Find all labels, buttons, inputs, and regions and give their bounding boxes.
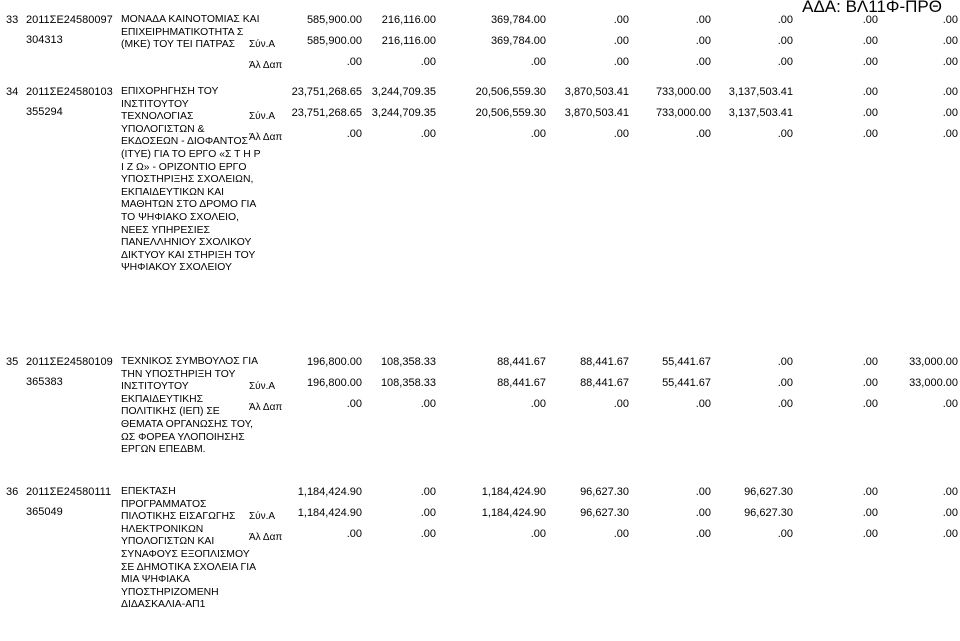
row-code: 2011ΣΕ24580103 — [26, 86, 113, 98]
amount-syn: .00 — [695, 507, 711, 519]
amount-al: .00 — [942, 128, 958, 140]
row-sub-code: 365049 — [26, 506, 63, 518]
amount-total: 733,000.00 — [655, 86, 711, 98]
amount-total: .00 — [695, 14, 711, 26]
amount-al: .00 — [346, 56, 362, 68]
row-description: ΜΟΝΑΔΑ ΚΑΙΝΟΤΟΜΙΑΣ ΚΑΙ ΕΠΙΧΕΙΡΗΜΑΤΙΚΟΤΗΤΑ Σ (ΜΚΕ) ΤΟΥ ΤΕΙ ΠΑΤΡΑΣ — [121, 14, 260, 51]
row-index: 36 — [6, 486, 19, 498]
amount-al: .00 — [862, 528, 878, 540]
amount-al: .00 — [530, 528, 546, 540]
amount-total: 88,441.67 — [580, 356, 629, 368]
amount-al: .00 — [777, 128, 793, 140]
amount-al: .00 — [942, 56, 958, 68]
amount-syn: .00 — [613, 35, 629, 47]
al-label: Άλ Δαπ — [249, 132, 283, 143]
amount-al: .00 — [613, 128, 629, 140]
amount-total: .00 — [777, 14, 793, 26]
amount-al: .00 — [777, 528, 793, 540]
amount-total: 33,000.00 — [909, 356, 958, 368]
amount-al: .00 — [862, 398, 878, 410]
amount-al: .00 — [695, 398, 711, 410]
amount-al: .00 — [420, 528, 436, 540]
syn-label: Σύν.Α — [249, 381, 276, 392]
amount-al: .00 — [346, 528, 362, 540]
amount-total: .00 — [862, 486, 878, 498]
amount-syn: .00 — [420, 507, 436, 519]
amount-syn: 196,800.00 — [306, 377, 362, 389]
amount-total: 3,137,503.41 — [728, 86, 793, 98]
amount-al: .00 — [346, 128, 362, 140]
amount-total: 96,627.30 — [580, 486, 629, 498]
amount-al: .00 — [777, 398, 793, 410]
amount-al: .00 — [420, 128, 436, 140]
amount-syn: 216,116.00 — [381, 35, 436, 47]
amount-al: .00 — [695, 56, 711, 68]
amount-total: 3,244,709.35 — [371, 86, 436, 98]
amount-total: .00 — [420, 486, 436, 498]
amount-syn: 1,184,424.90 — [297, 507, 362, 519]
amount-syn: 733,000.00 — [655, 107, 711, 119]
row-sub-code: 365383 — [26, 376, 63, 388]
amount-al: .00 — [420, 56, 436, 68]
row-index: 34 — [6, 86, 19, 98]
amount-syn: 88,441.67 — [580, 377, 629, 389]
row-description: ΕΠΕΚΤΑΣΗ ΠΡΟΓΡΑΜΜΑΤΟΣ ΠΙΛΟΤΙΚΗΣ ΕΙΣΑΓΩΓΗΣ ΗΛΕΚΤΡΟΝΙΚΩΝ ΥΠΟΛΟΓΙΣΤΩΝ ΚΑΙ ΣΥΝΑΦΟΥΣ ΕΞΟΠΛΙΣΜΟΥ ΣΕ ΔΗΜΟΤΙΚΑ ΣΧΟΛΕΙΑ ΓΙΑ ΜΙΑ ΨΗΦΙΑΚΑ ΥΠΟΣΤΗΡΙΖΟΜΕΝΗ ΔΙΔΑΣΚΑΛΙΑ-ΑΠ1 — [121, 486, 256, 611]
amount-total: 108,358.33 — [380, 356, 436, 368]
amount-total: .00 — [942, 86, 958, 98]
amount-total: 369,784.00 — [490, 14, 546, 26]
amount-syn: .00 — [695, 35, 711, 47]
amount-total: 23,751,268.65 — [291, 86, 362, 98]
amount-total: 3,870,503.41 — [564, 86, 629, 98]
row-description: ΤΕΧΝΙΚΟΣ ΣΥΜΒΟΥΛΟΣ ΓΙΑ ΤΗΝ ΥΠΟΣΤΗΡΙΞΗ ΤΟΥ ΙΝΣΤΙΤΟΥΤΟΥ ΕΚΠΑΙΔΕΥΤΙΚΗΣ ΠΟΛΙΤΙΚΗΣ (ΙΕΠ) ΣΕ ΘΕΜΑΤΑ ΟΡΓΑΝΩΣΗΣ ΤΟΥ, ΩΣ ΦΟΡΕΑ ΥΛΟΠΟΙΗΣΗΣ ΕΡΓΩΝ ΕΠΕΔΒΜ. — [121, 356, 258, 456]
amount-total: .00 — [942, 14, 958, 26]
amount-syn: 1,184,424.90 — [481, 507, 546, 519]
amount-al: .00 — [613, 398, 629, 410]
amount-syn: 33,000.00 — [909, 377, 958, 389]
syn-label: Σύν.Α — [249, 39, 276, 50]
amount-syn: .00 — [862, 35, 878, 47]
amount-syn: 20,506,559.30 — [475, 107, 546, 119]
amount-al: .00 — [420, 398, 436, 410]
al-label: Άλ Δαπ — [249, 402, 283, 413]
amount-syn: 88,441.67 — [497, 377, 546, 389]
amount-al: .00 — [530, 128, 546, 140]
row-code: 2011ΣΕ24580111 — [26, 486, 112, 498]
amount-al: .00 — [613, 528, 629, 540]
row-index: 35 — [6, 356, 19, 368]
syn-label: Σύν.Α — [249, 111, 276, 122]
row-description: ΕΠΙΧΟΡΗΓΗΣΗ ΤΟΥ ΙΝΣΤΙΤΟΥΤΟΥ ΤΕΧΝΟΛΟΓΙΑΣ ΥΠΟΛΟΓΙΣΤΩΝ & ΕΚΔΟΣΕΩΝ - ΔΙΟΦΑΝΤΟΣ (ΙΤΥΕ) ΓΙΑ ΤΟ ΕΡΓΟ «Σ Τ Η Ρ Ι Ζ Ω» - ΟΡΙΖΟΝΤΙΟ ΕΡΓΟ ΥΠΟΣΤΗΡΙΞΗΣ ΣΧΟΛΕΙΩΝ, ΕΚΠΑΙΔΕΥΤΙΚΩΝ ΚΑΙ ΜΑΘΗΤΩΝ ΣΤΟ ΔΡΟΜΟ ΓΙΑ ΤΟ ΨΗΦΙΑΚΟ ΣΧΟΛΕΙΟ, ΝΕΕΣ ΥΠΗΡΕΣΙΕΣ ΠΑΝΕΛΛΗΝΙΟΥ ΣΧΟΛΙΚΟΥ ΔΙΚΤΥΟΥ ΚΑΙ ΣΤΗΡΙΞΗ ΤΟΥ ΨΗΦΙΑΚΟΥ ΣΧΟΛΕΙΟΥ — [121, 86, 261, 274]
amount-total: 55,441.67 — [662, 356, 711, 368]
amount-al: .00 — [346, 398, 362, 410]
row-sub-code: 304313 — [26, 34, 63, 46]
amount-al: .00 — [862, 128, 878, 140]
amount-total: .00 — [862, 356, 878, 368]
row-index: 33 — [6, 14, 19, 26]
amount-syn: .00 — [862, 107, 878, 119]
amount-syn: 108,358.33 — [380, 377, 436, 389]
amount-total: 1,184,424.90 — [481, 486, 546, 498]
al-label: Άλ Δαπ — [249, 60, 283, 71]
amount-total: 585,900.00 — [306, 14, 362, 26]
amount-syn: 585,900.00 — [306, 35, 362, 47]
amount-syn: .00 — [862, 377, 878, 389]
syn-label: Σύν.Α — [249, 511, 276, 522]
amount-total: 20,506,559.30 — [475, 86, 546, 98]
amount-syn: 369,784.00 — [490, 35, 546, 47]
amount-syn: .00 — [777, 377, 793, 389]
amount-total: 196,800.00 — [306, 356, 362, 368]
amount-total: .00 — [862, 86, 878, 98]
row-code: 2011ΣΕ24580109 — [26, 356, 113, 368]
amount-al: .00 — [530, 398, 546, 410]
amount-total: 1,184,424.90 — [297, 486, 362, 498]
amount-syn: 96,627.30 — [580, 507, 629, 519]
amount-al: .00 — [613, 56, 629, 68]
row-sub-code: 355294 — [26, 106, 63, 118]
amount-syn: .00 — [942, 107, 958, 119]
amount-al: .00 — [942, 528, 958, 540]
amount-syn: 55,441.67 — [662, 377, 711, 389]
amount-al: .00 — [530, 56, 546, 68]
amount-syn: 3,137,503.41 — [728, 107, 793, 119]
amount-syn: 3,870,503.41 — [564, 107, 629, 119]
amount-total: .00 — [777, 356, 793, 368]
amount-syn: .00 — [942, 507, 958, 519]
amount-al: .00 — [695, 128, 711, 140]
amount-syn: 3,244,709.35 — [371, 107, 436, 119]
amount-syn: 96,627.30 — [744, 507, 793, 519]
row-code: 2011ΣΕ24580097 — [26, 14, 113, 26]
amount-syn: .00 — [862, 507, 878, 519]
amount-total: .00 — [942, 486, 958, 498]
amount-total: .00 — [862, 14, 878, 26]
amount-total: 88,441.67 — [497, 356, 546, 368]
amount-al: .00 — [942, 398, 958, 410]
amount-al: .00 — [862, 56, 878, 68]
amount-total: .00 — [613, 14, 629, 26]
amount-total: 216,116.00 — [381, 14, 436, 26]
al-label: Άλ Δαπ — [249, 532, 283, 543]
ada-code: ΑΔΑ: ΒΛ11Φ-ΠΡΘ — [802, 0, 942, 16]
amount-al: .00 — [777, 56, 793, 68]
amount-total: .00 — [695, 486, 711, 498]
amount-syn: .00 — [777, 35, 793, 47]
amount-syn: 23,751,268.65 — [291, 107, 362, 119]
amount-al: .00 — [695, 528, 711, 540]
amount-total: 96,627.30 — [744, 486, 793, 498]
amount-syn: .00 — [942, 35, 958, 47]
